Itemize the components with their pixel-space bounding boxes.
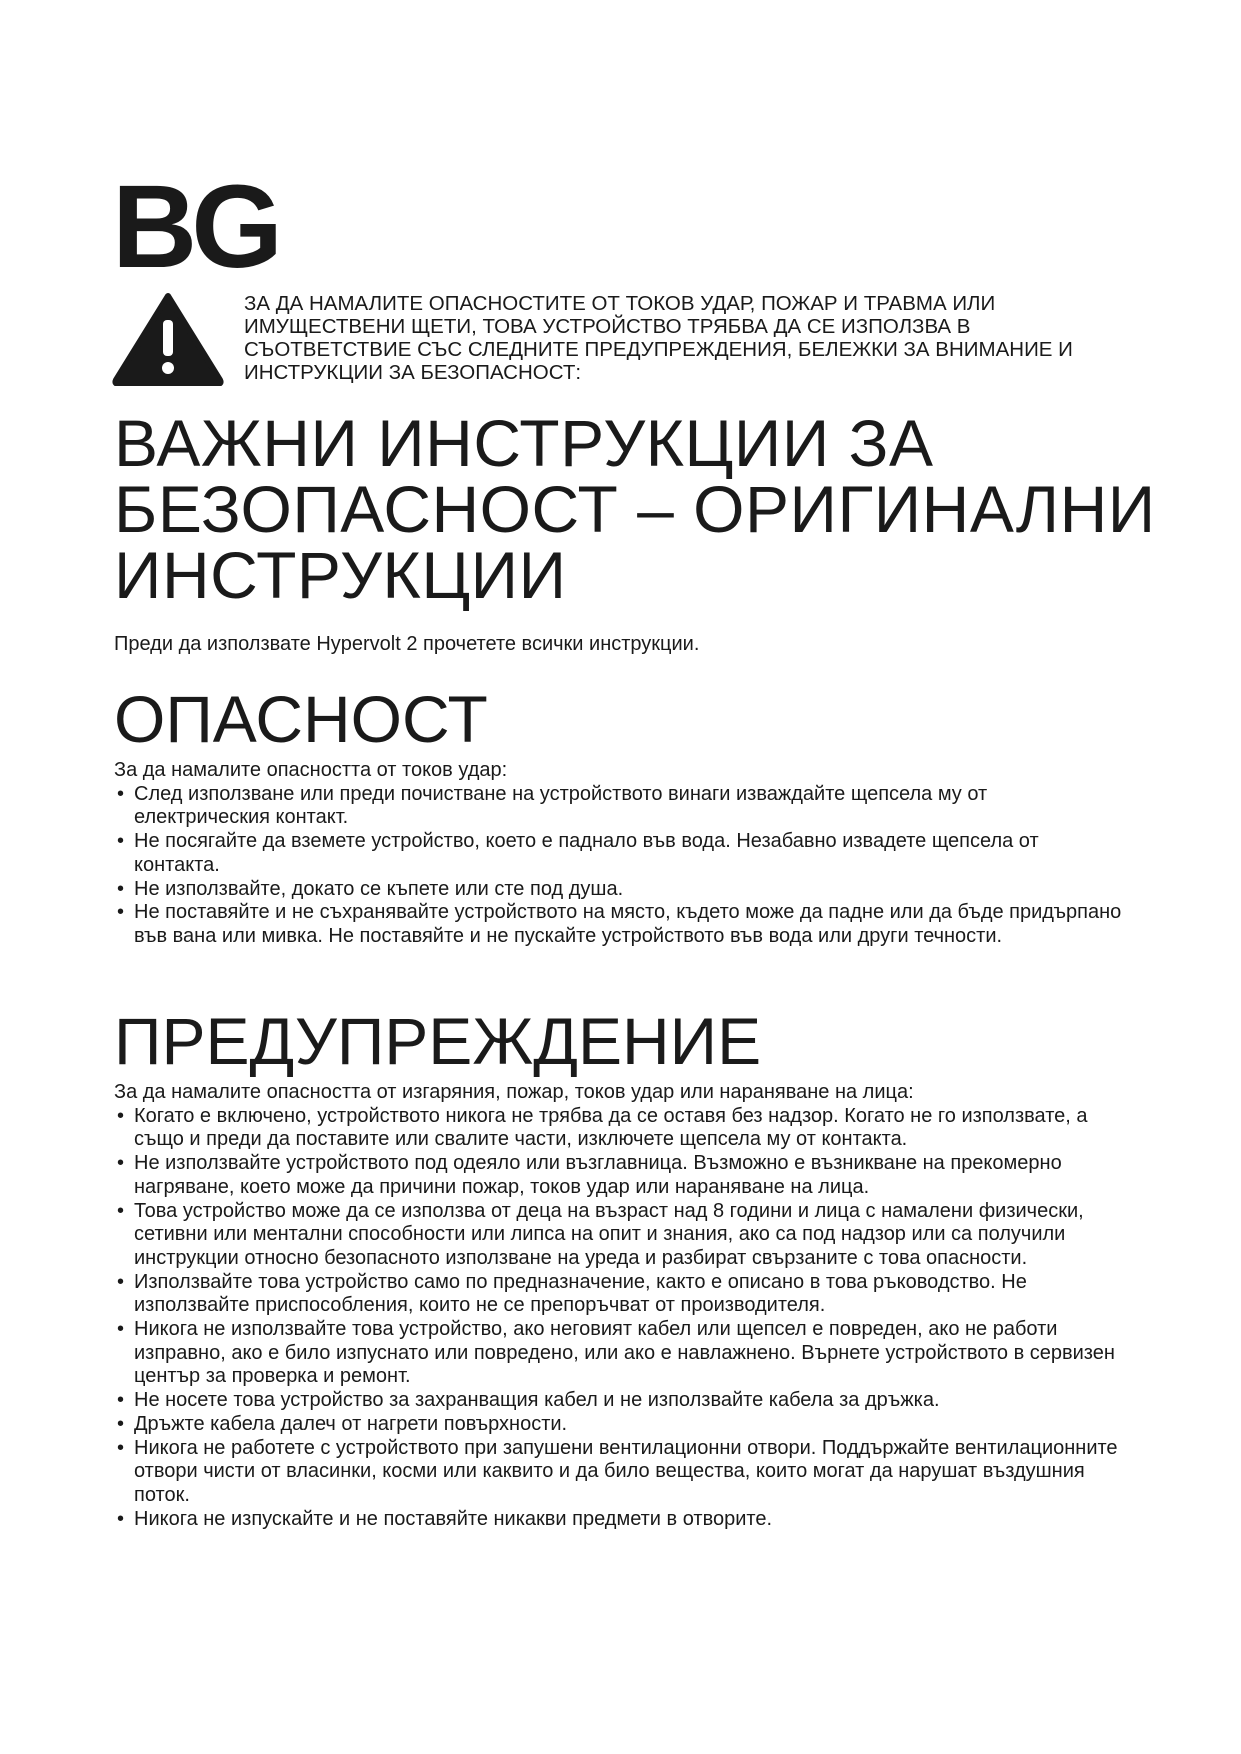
danger-lead: За да намалите опасността от токов удар:	[114, 759, 508, 781]
warning-lead: За да намалите опасността от изгаряния, пожар, токов удар или нараняване на лица:	[114, 1081, 914, 1103]
warning-item: • Дръжте кабела далеч от нагрети повърхности.	[114, 1413, 1124, 1437]
danger-item: • Не посягайте да вземете устройство, което е паднало във вода. Незабавно извадете щепсела от контакта.	[114, 830, 1124, 877]
warning-item: • Не използвайте устройството под одеяло или възглавница. Възможно е възникване на прекомерно нагряване, което може да причини пожар, токов удар или нараняване на лица.	[114, 1152, 1124, 1199]
language-code: BG	[112, 161, 277, 293]
intro-text: Преди да използвате Hypervolt 2 прочетете всички инструкции.	[114, 633, 700, 655]
warning-section	[114, 1081, 1124, 1531]
warning-item: • Никога не използвайте това устройство, ако неговият кабел или щепсел е повреден, ако не работи изправно, ако е било изпуснато или повредено, или ако е навлажнено. Върнете устройството в сервизен център за проверка и ремонт.	[114, 1318, 1124, 1389]
danger-section	[114, 759, 1124, 949]
warning-banner-text: ЗА ДА НАМАЛИТЕ ОПАСНОСТИТЕ ОТ ТОКОВ УДАР, ПОЖАР И ТРАВМА ИЛИ ИМУЩЕСТВЕНИ ЩЕТИ, ТОВА УСТРОЙСТВО ТРЯБВА ДА СЕ ИЗПОЛЗВА В СЪОТВЕТСТВИЕ СЪС СЛЕДНИТЕ ПРЕДУПРЕЖДЕНИЯ, БЕЛЕЖКИ ЗА ВНИМАНИЕ И ИНСТРУКЦИИ ЗА БЕЗОПАСНОСТ:	[244, 292, 1073, 384]
warning-item: • Никога не работете с устройството при запушени вентилационни отвори. Поддържайте вентилационните отвори чисти от власинки, косми или каквито и да било вещества, които могат да нарушат въздушния поток.	[114, 1437, 1124, 1508]
warning-list	[114, 1105, 1124, 1532]
danger-item: • Не поставяйте и не съхранявайте устройството на място, където може да падне или да бъде придърпано във вана или мивка. Не поставяйте и не пускайте устройството във вода или други течности.	[114, 901, 1124, 948]
warning-item: • Никога не изпускайте и не поставяйте никакви предмети в отворите.	[114, 1508, 1124, 1532]
page-title: ВАЖНИ ИНСТРУКЦИИ ЗА БЕЗОПАСНОСТ – ОРИГИНАЛНИ ИНСТРУКЦИИ	[114, 406, 1156, 612]
warning-heading: ПРЕДУПРЕЖДЕНИЕ	[114, 1004, 762, 1078]
warning-triangle-icon	[112, 290, 224, 386]
danger-heading: ОПАСНОСТ	[114, 682, 488, 756]
danger-item: • Не използвайте, докато се къпете или сте под душа.	[114, 878, 1124, 902]
warning-item: • Използвайте това устройство само по предназначение, както е описано в това ръководство. Не използвайте приспособления, които не се препоръчват от производителя.	[114, 1271, 1124, 1318]
danger-item: • След използване или преди почистване на устройството винаги изваждайте щепсела му от електрическия контакт.	[114, 783, 1124, 830]
warning-item: • Не носете това устройство за захранващия кабел и не използвайте кабела за дръжка.	[114, 1389, 1124, 1413]
warning-item: • Това устройство може да се използва от деца на възраст над 8 години и лица с намалени физически, сетивни или ментални способности или липса на опит и знания, ако са под надзор или са получили инструкции относно безопасното използване на уреда и разбират свързаните с това опасности.	[114, 1200, 1124, 1271]
warning-item: • Когато е включено, устройството никога не трябва да се оставя без надзор. Когато не го използвате, а също и преди да поставите или свалите части, изключете щепсела му от контакта.	[114, 1105, 1124, 1152]
danger-list	[114, 783, 1124, 949]
